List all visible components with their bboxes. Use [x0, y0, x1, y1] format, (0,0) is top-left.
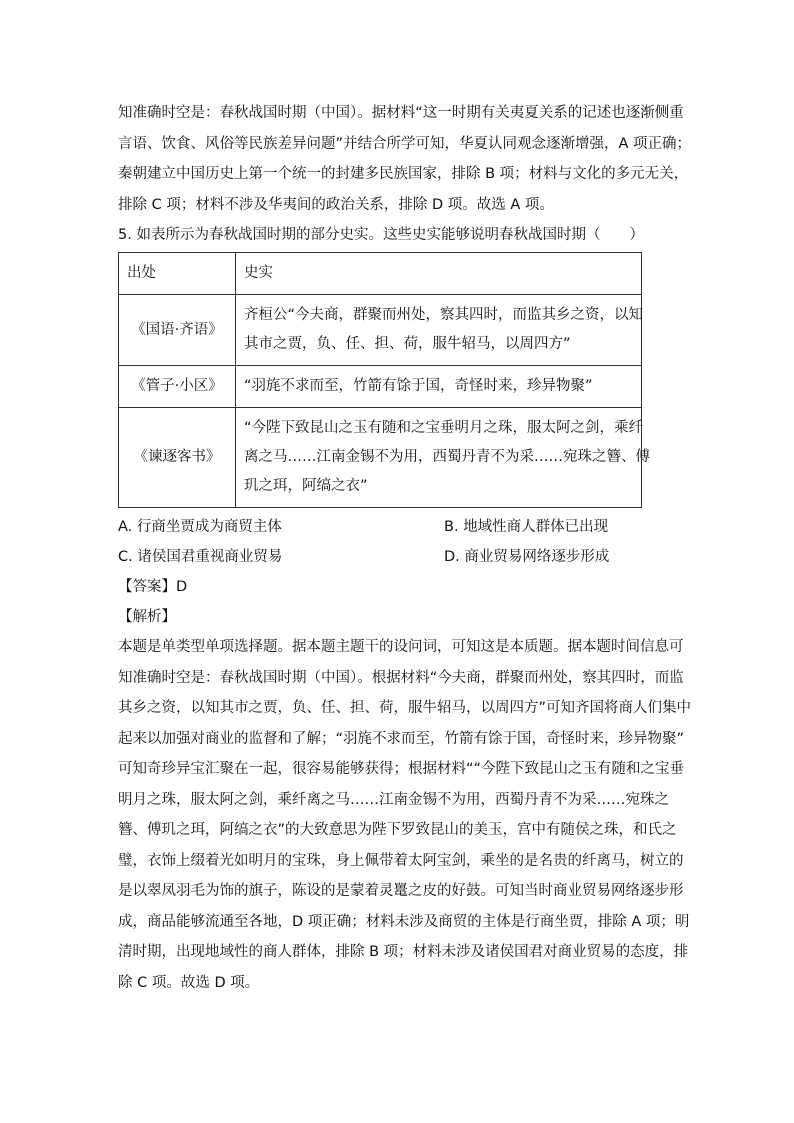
table-row	[119, 295, 642, 366]
text-line: 清时期，出现地域性的商人群体，排除 B 项；材料未涉及诸侯国君对商业贸易的态度，排	[118, 944, 689, 960]
text-line: 明月之珠，服太阿之剑，乘纤离之马……江南金锡不为用，西蜀丹青不为采……宛珠之	[118, 791, 669, 808]
cell-fact	[236, 366, 642, 408]
fact-line: 玑之珥，阿缟之衣”	[244, 478, 368, 494]
answer-options	[118, 512, 678, 572]
text-line: 成，商品能够流通至各地，D 项正确；材料未涉及商贸的主体是行商坐贾，排除 A 项；明	[118, 913, 690, 930]
source-table	[118, 252, 650, 508]
intro-paragraph	[118, 98, 692, 220]
option-b: B. 地域性商人群体已出现	[444, 519, 609, 535]
table-row	[119, 408, 642, 508]
option-c: C. 诸侯国君重视商业贸易	[118, 549, 283, 565]
text-line: 知准确时空是：春秋战国时期（中国）。据材料“这一时期有关夷夏关系的记述也逐渐侧重	[118, 105, 684, 121]
fact-line: 其市之贾，负、任、担、荷，服牛轺马，以周四方”	[244, 336, 571, 352]
text-line: 本题是单类型单项选择题。据本题主题干的设问词，可知这是本质题。据本题时间信息可	[118, 639, 684, 655]
option-a: A. 行商坐贾成为商贸主体	[118, 519, 282, 535]
text-line: 排除 C 项；材料不涉及华夷间的政治关系，排除 D 项。故选 A 项。	[118, 196, 554, 213]
fact-line: 离之马……江南金锡不为用，西蜀丹青不为采……宛珠之簪、傅	[244, 449, 650, 465]
answer-label: 【答案】D	[118, 579, 188, 595]
question-stem: 5. 如表所示为春秋战国时期的部分史实。这些史实能够说明春秋战国时期（ ）	[118, 227, 644, 243]
table-header-row	[119, 253, 642, 295]
text-line: 起来以加强对商业的监督和了解；“羽旄不求而至，竹箭有馀于国，奇怪时来，珍异物聚”	[118, 730, 685, 747]
document-page	[118, 98, 692, 998]
fact-line: “今陛下致昆山之玉有随和之宝垂明月之珠，服太阿之剑，乘纤	[244, 420, 644, 436]
analysis-paragraph	[118, 632, 692, 998]
text-line: 璧，衣饰上缀着光如明月的宝珠，身上佩带着太阿宝剑，乘坐的是名贵的纤离马，树立的	[118, 852, 684, 869]
text-line: 簪、傅玑之珥，阿缟之衣”的大致意思为陛下罗致昆山的美玉，宫中有随侯之珠，和氏之	[118, 822, 677, 838]
fact-line: “羽旄不求而至，竹箭有馀于国，奇怪时来，珍异物聚”	[244, 378, 593, 394]
text-line: 是以翠凤羽毛为饰的旗子，陈设的是蒙着灵鼍之皮的好鼓。可知当时商业贸易网络逐步形	[118, 883, 684, 899]
cell-fact	[236, 295, 642, 366]
text-line: 言语、饮食、风俗等民族差异问题”并结合所学可知，华夏认同观念逐渐增强，A 项正确；	[118, 135, 692, 152]
text-line: 除 C 项。故选 D 项。	[118, 974, 260, 991]
header-source: 出处	[119, 253, 236, 295]
text-line: 秦朝建立中国历史上第一个统一的封建多民族国家，排除 B 项；材料与文化的多元无关，	[118, 166, 689, 182]
table-row	[119, 366, 642, 408]
analysis-label: 【解析】	[118, 609, 176, 625]
text-line: 知准确时空是：春秋战国时期（中国）。根据材料“今夫商，群聚而州处，察其四时，而监	[118, 669, 684, 686]
fact-line: 齐桓公“今夫商，群聚而州处，察其四时，而监其乡之资，以知	[244, 307, 644, 323]
cell-source: 《管子·小区》	[119, 366, 236, 408]
cell-fact	[236, 408, 650, 508]
text-line: 其乡之资，以知其市之贾，负、任、担、荷，服牛轺马，以周四方”可知齐国将商人们集中	[118, 700, 692, 716]
text-line: 可知奇珍异宝汇聚在一起，很容易能够获得；根据材料““今陛下致昆山之玉有随和之宝垂	[118, 761, 685, 777]
cell-source: 《国语·齐语》	[119, 295, 236, 366]
cell-source: 《谏逐客书》	[119, 408, 236, 508]
option-d: D. 商业贸易网络逐步形成	[444, 549, 610, 565]
header-fact: 史实	[236, 253, 642, 295]
